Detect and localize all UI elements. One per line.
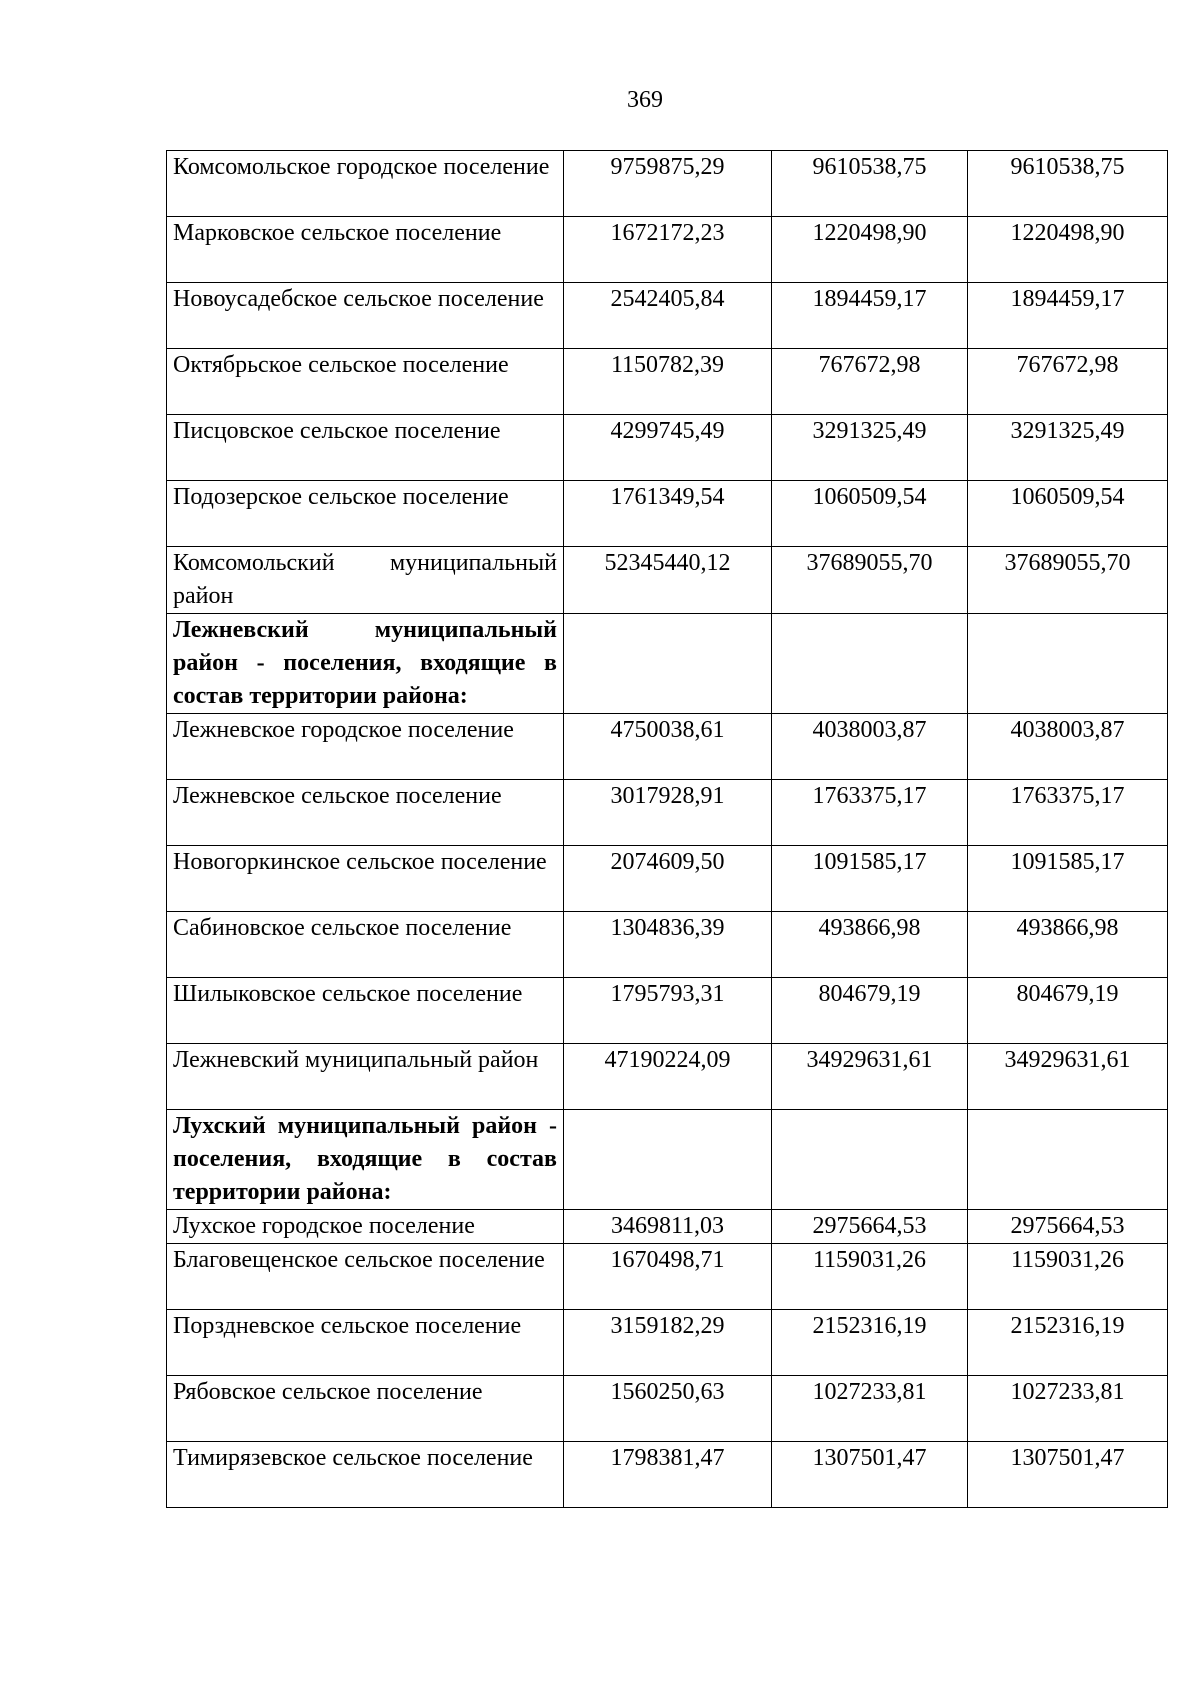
value-cell-2: 1091585,17: [772, 846, 968, 912]
value-cell-1: 1304836,39: [564, 912, 772, 978]
section-title-cell: Лежневский муниципальный район - поселения, входящие в состав территории района:: [167, 614, 564, 714]
settlement-name-cell: Подозерское сельское поселение: [167, 481, 564, 547]
value-cell-1: 1672172,23: [564, 217, 772, 283]
value-cell-2: 1307501,47: [772, 1442, 968, 1508]
value-cell-1: 1795793,31: [564, 978, 772, 1044]
value-cell-2: 3291325,49: [772, 415, 968, 481]
value-cell-1: 1150782,39: [564, 349, 772, 415]
table-row: [167, 217, 1168, 283]
value-cell-3: 37689055,70: [968, 547, 1168, 614]
section-title-cell: Лухский муниципальный район - поселения, входящие в состав территории района:: [167, 1110, 564, 1210]
value-cell-3: 1307501,47: [968, 1442, 1168, 1508]
settlement-name-cell: Октябрьское сельское поселение: [167, 349, 564, 415]
value-cell-2: 1763375,17: [772, 780, 968, 846]
value-cell-2: 9610538,75: [772, 151, 968, 217]
value-cell-1: 1798381,47: [564, 1442, 772, 1508]
settlement-name-cell: Сабиновское сельское поселение: [167, 912, 564, 978]
value-cell-2: 2152316,19: [772, 1310, 968, 1376]
settlement-name-cell: Писцовское сельское поселение: [167, 415, 564, 481]
table-row: [167, 349, 1168, 415]
value-cell-1: 2542405,84: [564, 283, 772, 349]
table-row: [167, 481, 1168, 547]
value-cell-3: 1763375,17: [968, 780, 1168, 846]
value-cell-3: 804679,19: [968, 978, 1168, 1044]
table-row: [167, 1244, 1168, 1310]
table-row: [167, 1044, 1168, 1110]
value-cell-3: [968, 614, 1168, 714]
value-cell-2: 1060509,54: [772, 481, 968, 547]
settlement-name-cell: Марковское сельское поселение: [167, 217, 564, 283]
table-row: [167, 780, 1168, 846]
value-cell-2: 1894459,17: [772, 283, 968, 349]
value-cell-3: 493866,98: [968, 912, 1168, 978]
value-cell-2: 804679,19: [772, 978, 968, 1044]
settlement-name-cell: Новоусадебское сельское поселение: [167, 283, 564, 349]
value-cell-2: 2975664,53: [772, 1210, 968, 1244]
table-row: [167, 415, 1168, 481]
value-cell-1: [564, 614, 772, 714]
value-cell-1: 4299745,49: [564, 415, 772, 481]
value-cell-3: 1894459,17: [968, 283, 1168, 349]
value-cell-3: 2152316,19: [968, 1310, 1168, 1376]
value-cell-2: 1220498,90: [772, 217, 968, 283]
value-cell-3: 4038003,87: [968, 714, 1168, 780]
value-cell-1: 47190224,09: [564, 1044, 772, 1110]
value-cell-3: [968, 1110, 1168, 1210]
settlement-name-cell: Рябовское сельское поселение: [167, 1376, 564, 1442]
value-cell-1: 3159182,29: [564, 1310, 772, 1376]
value-cell-1: 52345440,12: [564, 547, 772, 614]
value-cell-2: [772, 1110, 968, 1210]
page-number: 369: [627, 87, 663, 113]
value-cell-1: 1560250,63: [564, 1376, 772, 1442]
settlement-name-cell: Порздневское сельское поселение: [167, 1310, 564, 1376]
value-cell-1: 2074609,50: [564, 846, 772, 912]
table-row: [167, 1376, 1168, 1442]
table-row: [167, 978, 1168, 1044]
value-cell-2: 493866,98: [772, 912, 968, 978]
budget-table: [166, 150, 1168, 1508]
settlement-name-cell: Комсомольский муниципальный район: [167, 547, 564, 614]
value-cell-3: 9610538,75: [968, 151, 1168, 217]
settlement-name-cell: Новогоркинское сельское поселение: [167, 846, 564, 912]
value-cell-2: 37689055,70: [772, 547, 968, 614]
value-cell-3: 3291325,49: [968, 415, 1168, 481]
value-cell-2: 1027233,81: [772, 1376, 968, 1442]
value-cell-1: [564, 1110, 772, 1210]
value-cell-2: [772, 614, 968, 714]
value-cell-1: 1761349,54: [564, 481, 772, 547]
table-row: [167, 1310, 1168, 1376]
table-row: [167, 283, 1168, 349]
settlement-name-cell: Лежневский муниципальный район: [167, 1044, 564, 1110]
value-cell-1: 1670498,71: [564, 1244, 772, 1310]
value-cell-3: 1220498,90: [968, 217, 1168, 283]
value-cell-1: 3469811,03: [564, 1210, 772, 1244]
value-cell-3: 1060509,54: [968, 481, 1168, 547]
settlement-name-cell: Лежневское сельское поселение: [167, 780, 564, 846]
value-cell-3: 1027233,81: [968, 1376, 1168, 1442]
table-row: [167, 151, 1168, 217]
settlement-name-cell: Шилыковское сельское поселение: [167, 978, 564, 1044]
value-cell-3: 1091585,17: [968, 846, 1168, 912]
section-header-row: [167, 1110, 1168, 1210]
value-cell-2: 34929631,61: [772, 1044, 968, 1110]
value-cell-1: 3017928,91: [564, 780, 772, 846]
value-cell-3: 2975664,53: [968, 1210, 1168, 1244]
table-row: [167, 912, 1168, 978]
table-row: [167, 1442, 1168, 1508]
settlement-name-cell: Лежневское городское поселение: [167, 714, 564, 780]
value-cell-2: 1159031,26: [772, 1244, 968, 1310]
settlement-name-cell: Лухское городское поселение: [167, 1210, 564, 1244]
value-cell-3: 1159031,26: [968, 1244, 1168, 1310]
value-cell-3: 34929631,61: [968, 1044, 1168, 1110]
table-body: [167, 151, 1168, 1508]
settlement-name-cell: Благовещенское сельское поселение: [167, 1244, 564, 1310]
settlement-name-cell: Тимирязевское сельское поселение: [167, 1442, 564, 1508]
value-cell-1: 4750038,61: [564, 714, 772, 780]
table-row: [167, 1210, 1168, 1244]
value-cell-2: 767672,98: [772, 349, 968, 415]
table-row: [167, 714, 1168, 780]
settlement-name-cell: Комсомольское городское поселение: [167, 151, 564, 217]
section-header-row: [167, 614, 1168, 714]
value-cell-3: 767672,98: [968, 349, 1168, 415]
table-row: [167, 846, 1168, 912]
value-cell-2: 4038003,87: [772, 714, 968, 780]
table-row: [167, 547, 1168, 614]
value-cell-1: 9759875,29: [564, 151, 772, 217]
